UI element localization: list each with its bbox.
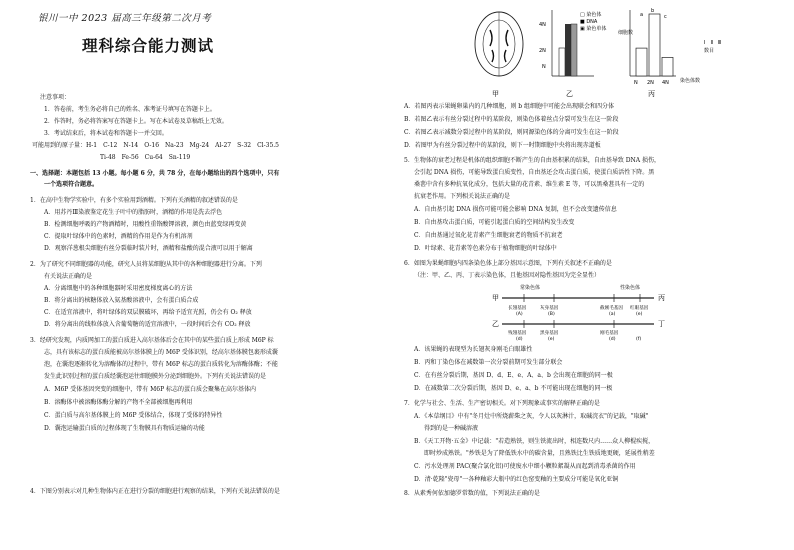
- gene-label: 截刚毛基因: [600, 306, 623, 311]
- legend-chromatid: ▣ 染色单体: [580, 26, 607, 32]
- gene-label: 刚毛基因: [600, 331, 619, 336]
- q3-stem: 泡，在囊泡逐渐转化为溶酶体的过程中，带有 M6P 标志的蛋白质转化为溶酶体酶；不能: [44, 361, 278, 368]
- fig-label-jia: 甲: [492, 90, 499, 98]
- gene-label: 灰身基因: [540, 306, 559, 311]
- legend-chromosome: □ 染色体: [580, 12, 602, 18]
- gene-letter: (e): [636, 312, 643, 317]
- gene-letter: (a): [609, 312, 616, 317]
- q1-option: D．观察洋葱根尖细胞有丝分裂临时装片时，酒精和盐酸的混合液可以用于解离: [44, 245, 253, 252]
- q5-stem: 5．生物体的衰老过程是机体的组织细胞不断产生的自由基积累的结果，自由基导致 DNA 损伤，: [404, 157, 661, 164]
- q7-option-d: D．清·乾隆"瓷母"一各种釉彩大瓶中的红色窑变釉的主要成分可能是氧化亚铜: [414, 476, 619, 483]
- chromosome-ding: 丁: [658, 320, 665, 328]
- q3-option: D．囊泡运输蛋白质的过程体现了生物膜具有物质运输的功能: [44, 425, 205, 432]
- gene-letter: (d): [516, 337, 523, 342]
- gene-letter: (B): [548, 312, 555, 317]
- c-y-label: 细胞数: [618, 30, 634, 36]
- bar-dna: [565, 24, 571, 76]
- q6-option: A．该果蝇的表现型为长翅灰身刚毛白眼雄性: [414, 346, 533, 353]
- q8-stem: 8．从素秀何依加德罗常数的值，下列说法正确的是: [404, 490, 540, 497]
- q6-stem-note: （注：甲、乙、丙、丁表示染色体，且他基因对隐性基因为完全显性）: [414, 272, 601, 279]
- q5-stem: 抗衰老作用。下列相关说法正确的是: [414, 193, 511, 200]
- c-x-label: 染色体数: [680, 78, 701, 84]
- gene-letter: (f): [636, 337, 642, 342]
- q5-option: B．自由基攻击蛋白质，可能引起蛋白质的空间结构发生改变: [414, 219, 575, 226]
- legend-dna: ■ DNA: [580, 19, 598, 25]
- chromosome-yi: 乙: [492, 320, 499, 328]
- q2-option: C．在适宜溶液中，将叶绿体的双层膜破坏，再给予适宜光照，仍会有 O₂ 释放: [44, 309, 252, 316]
- chromosome-gene-figure: [404, 282, 774, 340]
- fig-label-bing: 丙: [648, 90, 655, 98]
- cell-division-figure: [404, 4, 774, 96]
- c-x-n: N: [634, 80, 638, 86]
- gene-label: 残翅基因: [508, 331, 527, 336]
- q4-option: C．若图乙表示减数分裂过程中的某阶段，则同源染色体的分离可发生在这一阶段: [404, 129, 619, 136]
- c-bars: [636, 14, 673, 76]
- q4-stem: 4．下图分别表示对几种生物体内正在进行分裂的细胞进行观察的结果，下列有关说法错误的是: [30, 488, 280, 495]
- q2-stem: 2．为了研究不同细胞器的功能，研究人员将某细胞从其中的各种细胞器进行分离。下列: [30, 261, 262, 268]
- q1-option: C．提取叶绿体中的色素时，酒精的作用是作为有机溶剂: [44, 233, 193, 240]
- q5-option: A．自由基引起 DNA 损伤可能可能会影响 DNA 复制，但不会改变遗传信息: [414, 206, 617, 213]
- note-item: 1．答卷前，考生务必将自己的姓名、准考证号填写在答题卡上。: [44, 106, 216, 113]
- q7-option-c: C．污水处理剂 PAC(聚合氯化铝)可使废水中细小颗粒絮凝从而起到消毒杀菌的作用: [414, 463, 636, 470]
- q7-option-b: B．《天工开物·五金》中记载："若造熟铁，则生铁流出时，相连数尺内……众人柳棍疾搅，: [414, 438, 655, 445]
- q3-option: B．溶酶体中被溶酶体酶分解的产物不全部被细胞再利用: [44, 399, 193, 406]
- y-tick-4n: 4N: [539, 22, 546, 28]
- page-title: 理科综合能力测试: [82, 37, 215, 55]
- atomic-mass-line-2: Ti-48 Fe-56 Cu-64 Sn-119: [100, 154, 191, 161]
- q2-stem-cont: 有关说法正确的是: [44, 273, 93, 280]
- b-axis-label: 数目: [704, 48, 715, 54]
- histogram-bar: [662, 57, 673, 76]
- q3-option: C．蛋白质与高尔基体膜上的 M6P 受体结合，体现了受体的特异性: [44, 412, 223, 419]
- atomic-mass-line: 可能用到的原子量：H-1 C-12 N-14 O-16 Na-23 Mg-24 Al-27 S-32 Cl-35.5: [32, 142, 279, 149]
- gene-label: 长翅基因: [508, 306, 527, 311]
- q1-option: A．用苏丹Ⅲ染液鉴定花生子叶中的脂肪时，酒精的作用是洗去浮色: [44, 209, 223, 216]
- fig-label-yi: 乙: [566, 90, 573, 98]
- q3-stem: 志，具有该标志的蛋白质能被高尔基体膜上的 M6P 受体识别，经高尔基体膜包裹形成囊: [44, 349, 278, 356]
- q4-option: B．若图乙表示有丝分裂过程中的某阶段，则染色体着丝点分裂可发生在这一阶段: [404, 116, 619, 123]
- section-heading: 一、选择题：本题包括 13 小题。每小题 6 分，共 78 分，在每小题给出的四个选项中，只有: [30, 170, 280, 177]
- q2-option: B．将分离出的核糖体放入氨基酸溶液中，会有蛋白质合成: [44, 297, 199, 304]
- q7-option-b-cont: 即时炒成熟铁。"炒铁是为了降低铁水中的碳含量，且熟铁比生铁质地更硬，延展性稍差: [424, 450, 655, 457]
- histogram-bar: [636, 48, 647, 76]
- c-x-2n: 2N: [647, 80, 654, 86]
- q6-option: C．在有丝分裂后期，基因 D、d、E、e、A、a、b 会出现在细胞的同一极: [414, 372, 613, 379]
- c-x-4n: 4N: [662, 80, 669, 86]
- bar-chromosome: [559, 48, 565, 76]
- q5-stem: 桑葚中含有多种抗氧化成分，包括大量的花青素、维生素 E 等，可以黑桑葚具有一定的: [414, 181, 645, 188]
- histogram-bar: [649, 14, 660, 76]
- q5-option: C．自由基通过氧化花青素产生细胞衰老的物质不抗衰老: [414, 232, 563, 239]
- sex-chromosome-label: 性染色体: [620, 285, 641, 291]
- note-item: 3．考试结束后，将本试卷和答题卡一并交回。: [44, 130, 168, 137]
- q2-option: D．将分离出的线粒体放入含葡萄糖的适宜溶液中，一段时间后会有 CO₂ 释放: [44, 321, 251, 328]
- gene-letter: (A): [516, 312, 523, 317]
- q1-option: B．检测细胞呼吸的产物酒精时，用酸性重铬酸钾溶液，颜色由蓝变绿再变黄: [44, 221, 247, 228]
- gene-letter: (e): [548, 337, 555, 342]
- q4-option: D．若图甲为有丝分裂过程中的某阶段，则下一时期细胞中央将出现赤道板: [404, 142, 601, 149]
- q2-option: A．分离细胞中的各种细胞器时采用密度梯度离心的方法: [44, 285, 193, 292]
- notes-heading: 注意事项：: [40, 94, 71, 101]
- chromosome-bing: 丙: [658, 294, 665, 302]
- q7-option-a: A．《本草纲目》中有"冬月灶中所烧薪柴之灰，令人以灰淋汁，取碱浣衣"的记载，"取碱": [414, 413, 649, 420]
- bar-label-c: c: [664, 14, 667, 20]
- chromosome-jia: 甲: [492, 294, 499, 302]
- note-item: 2．作答时，务必将答案写在答题卡上。写在本试卷及草稿纸上无效。: [44, 118, 228, 125]
- q6-stem: 6．如图为果蝇细胞内四条染色体上部分基因示意图，下列有关叙述不正确的是: [404, 260, 612, 267]
- y-tick-n: N: [542, 64, 546, 70]
- q3-stem: 3．经研究发现，内质网加工的蛋白质进入高尔基体后会在其中的某些蛋白质上形成 M6P 标: [30, 337, 274, 344]
- gene-label: 黑身基因: [540, 331, 559, 336]
- y-tick-2n: 2N: [539, 48, 546, 54]
- autosome-label: 常染色体: [520, 285, 541, 291]
- q1-stem: 1．在高中生物学实验中，有多个实验用到酒精。下列有关酒精的叙述错误的是: [30, 197, 238, 204]
- q7-option-a-cont: 得到的是一种碱溶液: [424, 425, 479, 432]
- q3-stem: 发生此识别过程的蛋白质经囊泡运往细胞膜外分泌到细胞外。下列有关说法错误的是: [44, 373, 267, 380]
- bar-label-b: b: [651, 8, 655, 14]
- school-header: 银川一中 2023 届高三年级第二次月考: [38, 13, 212, 24]
- q6-option: D．在减数第二次分裂后期，基因 D、e、a、b 不可能出现在细胞的同一极: [414, 385, 613, 392]
- q5-stem: 会引起 DNA 损伤，可能导致蛋白质变性，自由基还会攻击蛋白质，使蛋白质活性下降。黑: [414, 169, 655, 176]
- q6-option: B．丙和丁染色体在减数第一次分裂前期可发生部分联会: [414, 359, 563, 366]
- bar-chromatid: [571, 24, 577, 76]
- q3-option: A．M6P 受体基因突变的细胞中，带有 M6P 标志的蛋白质会聚集在高尔基体内: [44, 386, 257, 393]
- q5-option: D．叶绿素、花青素等色素分布于植物细胞的叶绿体中: [414, 245, 557, 252]
- q7-stem: 7．化学与社会、生活、生产密切相关。对下列现象或事实的解释正确的是: [404, 400, 600, 407]
- q4-option: A．若图丙表示果蝇卵巢内的几种细胞，则 b 组细胞中可能会出现联会和四分体: [404, 103, 614, 110]
- gene-label: 红眼基因: [630, 306, 649, 311]
- section-heading-cont: 一个选项符合题意。: [44, 181, 99, 188]
- gene-letter: (d): [609, 337, 616, 342]
- stage-labels: I Ⅱ Ⅲ: [704, 40, 722, 46]
- bar-label-a: a: [640, 12, 644, 18]
